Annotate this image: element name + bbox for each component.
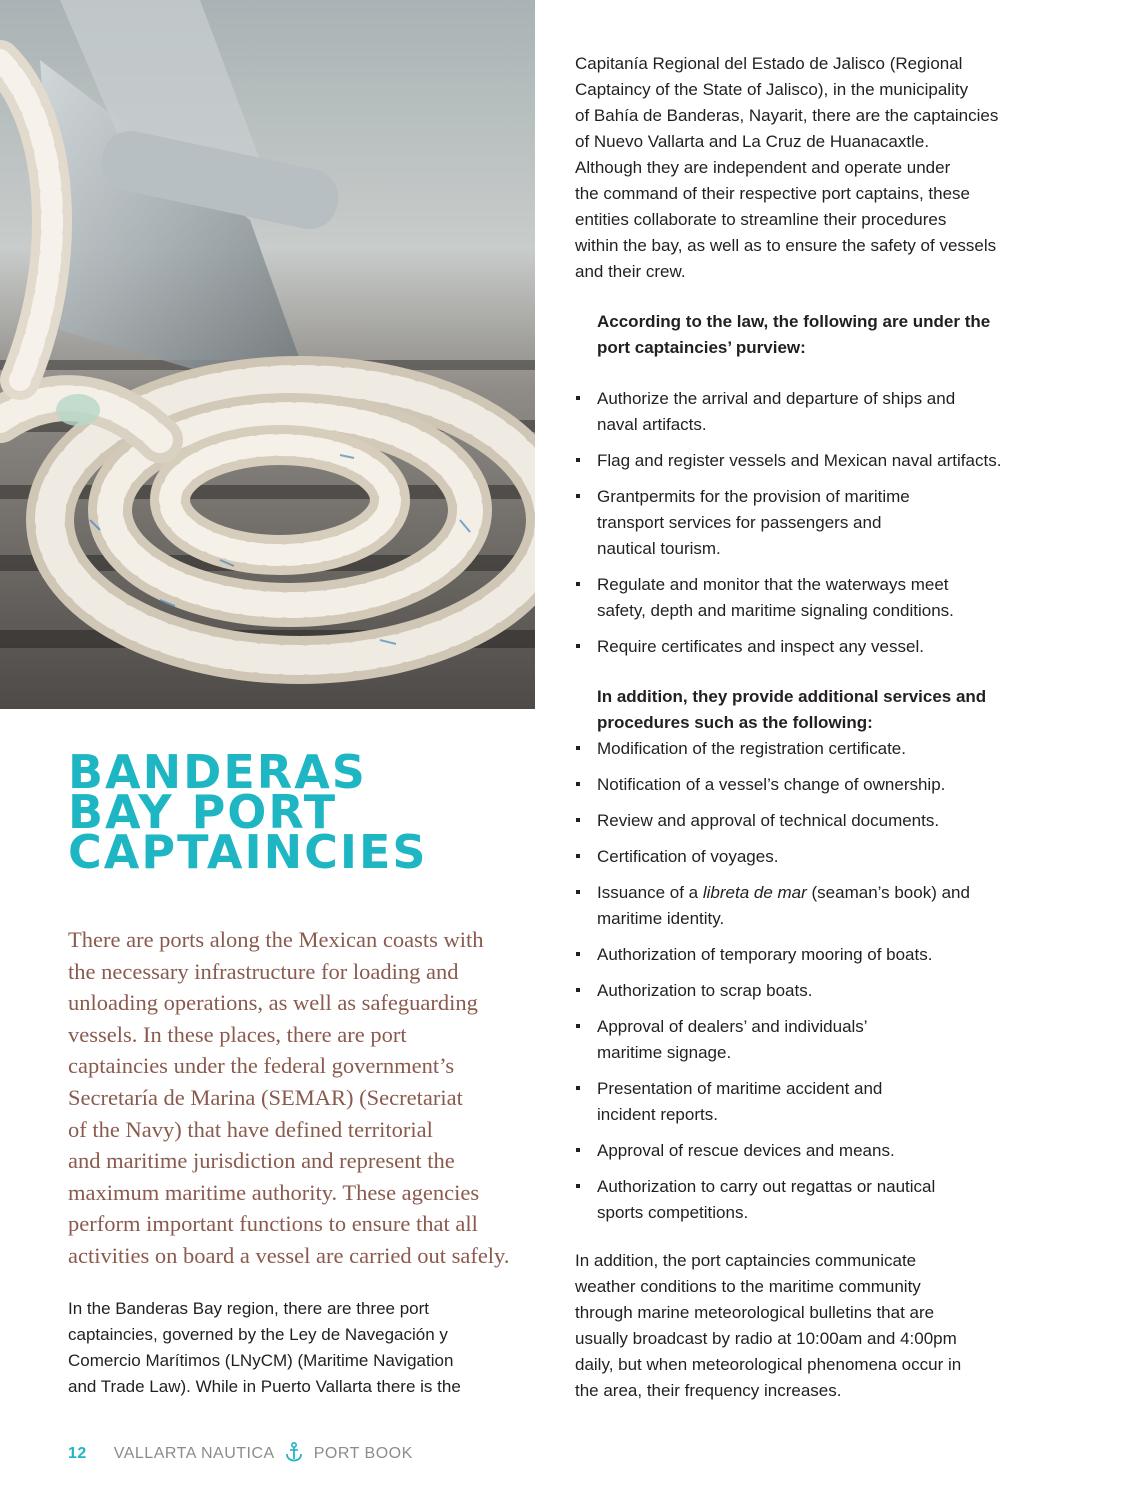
bullet-marker	[576, 782, 580, 786]
intro-paragraph	[68, 924, 540, 1272]
list-item-line: nautical tourism.	[597, 539, 721, 558]
body-line: through marine meteorological bulletins that are	[575, 1303, 935, 1322]
bullet-marker	[576, 1148, 580, 1152]
list-item-line: Approval of rescue devices and means.	[597, 1141, 895, 1160]
publication-name: VALLARTA NAUTICA	[113, 1445, 274, 1462]
rope-illustration	[0, 0, 535, 709]
purview-list	[575, 386, 1055, 670]
list-item	[575, 808, 1055, 834]
intro-line: Secretaría de Marina (SEMAR) (Secretariat	[68, 1084, 463, 1110]
body-line: weather conditions to the maritime community	[575, 1277, 921, 1296]
bullet-marker	[576, 582, 580, 586]
body-line: within the bay, as well as to ensure the safety of vessels	[575, 236, 997, 255]
intro-line: and maritime jurisdiction and represent the	[68, 1148, 455, 1174]
list-item	[575, 736, 1055, 762]
bullet-marker	[576, 1024, 580, 1028]
bullet-marker	[576, 1184, 580, 1188]
body-line: In addition, the port captaincies communicate	[575, 1251, 917, 1270]
list-item-line: maritime identity.	[597, 909, 725, 928]
body-line: daily, but when meteorological phenomena occur in	[575, 1355, 962, 1374]
right-body-paragraph-1	[575, 51, 1055, 285]
page-number: 12	[68, 1445, 87, 1462]
list-item-line: Review and approval of technical documents.	[597, 811, 940, 830]
body-line: of Bahía de Banderas, Nayarit, there are the captaincies	[575, 106, 999, 125]
section-name: PORT BOOK	[313, 1445, 413, 1462]
list-item-line: Presentation of maritime accident and	[597, 1079, 883, 1098]
intro-line: perform important functions to ensure that all	[68, 1211, 478, 1237]
list-item-line: Certification of voyages.	[597, 847, 779, 866]
list-item-line: transport services for passengers and	[597, 513, 882, 532]
body-line: the area, their frequency increases.	[575, 1381, 842, 1400]
bullet-marker	[576, 458, 580, 462]
heading-line: According to the law, the following are under the	[597, 312, 991, 331]
body-line: Comercio Marítimos (LNyCM) (Maritime Navigation	[68, 1351, 454, 1370]
intro-line: unloading operations, as well as safeguarding	[68, 990, 478, 1016]
intro-line: captaincies under the federal government’s	[68, 1053, 455, 1079]
list-item	[575, 978, 1055, 1004]
list-item	[575, 844, 1055, 870]
list-item-line: Authorization of temporary mooring of boats.	[597, 945, 933, 964]
title-line: CAPTAINCIES	[68, 825, 428, 879]
list-item-line: Require certificates and inspect any vessel.	[597, 637, 924, 656]
list-item-line: Authorize the arrival and departure of ships and	[597, 389, 956, 408]
intro-line: of the Navy) that have defined territorial	[68, 1116, 433, 1142]
left-body-paragraph	[68, 1296, 538, 1400]
list-item	[575, 1076, 1055, 1128]
heading-line: In addition, they provide additional services and	[597, 687, 987, 706]
list-item-line: naval artifacts.	[597, 415, 707, 434]
body-line: of Nuevo Vallarta and La Cruz de Huanacaxtle.	[575, 132, 930, 151]
body-line: the command of their respective port captains, these	[575, 184, 970, 203]
intro-line: vessels. In these places, there are port	[68, 1021, 407, 1047]
right-body-paragraph-2	[575, 1248, 1055, 1404]
body-line: Although they are independent and operate under	[575, 158, 951, 177]
bullet-marker	[576, 644, 580, 648]
list-item	[575, 1138, 1055, 1164]
bullet-marker	[576, 952, 580, 956]
rope-photo	[0, 0, 535, 709]
body-line: and Trade Law). While in Puerto Vallarta there is the	[68, 1377, 461, 1396]
title-line: BAY PORT	[68, 785, 338, 839]
list-item-line: Notification of a vessel’s change of ownership.	[597, 775, 946, 794]
services-list	[575, 736, 1055, 1236]
anchor-icon	[285, 1442, 303, 1462]
list-item-line: Approval of dealers’ and individuals’	[597, 1017, 868, 1036]
list-item	[575, 942, 1055, 968]
list-item	[575, 448, 1055, 474]
list-item	[575, 1174, 1055, 1226]
body-line: usually broadcast by radio at 10:00am and 4:00pm	[575, 1329, 957, 1348]
list-item	[575, 386, 1055, 438]
list-item-line: safety, depth and maritime signaling conditions.	[597, 601, 954, 620]
intro-line: There are ports along the Mexican coasts with	[68, 927, 484, 952]
list-item	[575, 484, 1055, 562]
bullet-marker	[576, 746, 580, 750]
list-item-line: incident reports.	[597, 1105, 718, 1124]
list-item	[575, 1014, 1055, 1066]
list-item-line: Authorization to scrap boats.	[597, 981, 813, 1000]
body-line: Captaincy of the State of Jalisco), in the municipality	[575, 80, 969, 99]
list-item-line: Issuance of a libreta de mar (seaman’s book) and	[597, 883, 970, 902]
list-item-line: Regulate and monitor that the waterways meet	[597, 575, 949, 594]
heading-line: port captaincies’ purview:	[597, 338, 806, 357]
title-line: BANDERAS	[68, 745, 367, 799]
body-line: and their crew.	[575, 262, 686, 281]
heading-line: procedures such as the following:	[597, 713, 873, 732]
intro-line: activities on board a vessel are carried out safely.	[68, 1242, 510, 1268]
purview-heading	[597, 309, 1057, 361]
services-heading	[597, 684, 1057, 736]
list-item	[575, 572, 1055, 624]
list-item-line: Grantpermits for the provision of maritime	[597, 487, 910, 506]
page-footer	[68, 1442, 413, 1466]
body-line: entities collaborate to streamline their procedures	[575, 210, 947, 229]
list-item-line: sports competitions.	[597, 1203, 749, 1222]
body-line: Capitanía Regional del Estado de Jalisco (Regional	[575, 54, 963, 73]
list-item-line: maritime signage.	[597, 1043, 732, 1062]
list-item	[575, 880, 1055, 932]
intro-line: maximum maritime authority. These agencies	[68, 1179, 480, 1205]
intro-line: the necessary infrastructure for loading and	[68, 958, 459, 984]
bullet-marker	[576, 988, 580, 992]
list-item	[575, 634, 1055, 660]
body-line: In the Banderas Bay region, there are three port	[68, 1299, 430, 1318]
list-item-line: Modification of the registration certificate.	[597, 739, 906, 758]
bullet-marker	[576, 890, 580, 894]
bullet-marker	[576, 818, 580, 822]
bullet-marker	[576, 494, 580, 498]
list-item-line: Authorization to carry out regattas or nautical	[597, 1177, 936, 1196]
page-title	[68, 745, 528, 879]
bullet-marker	[576, 854, 580, 858]
body-line: captaincies, governed by the Ley de Navegación y	[68, 1325, 448, 1344]
list-item-line: Flag and register vessels and Mexican naval artifacts.	[597, 451, 1002, 470]
bullet-marker	[576, 1086, 580, 1090]
list-item	[575, 772, 1055, 798]
bullet-marker	[576, 396, 580, 400]
